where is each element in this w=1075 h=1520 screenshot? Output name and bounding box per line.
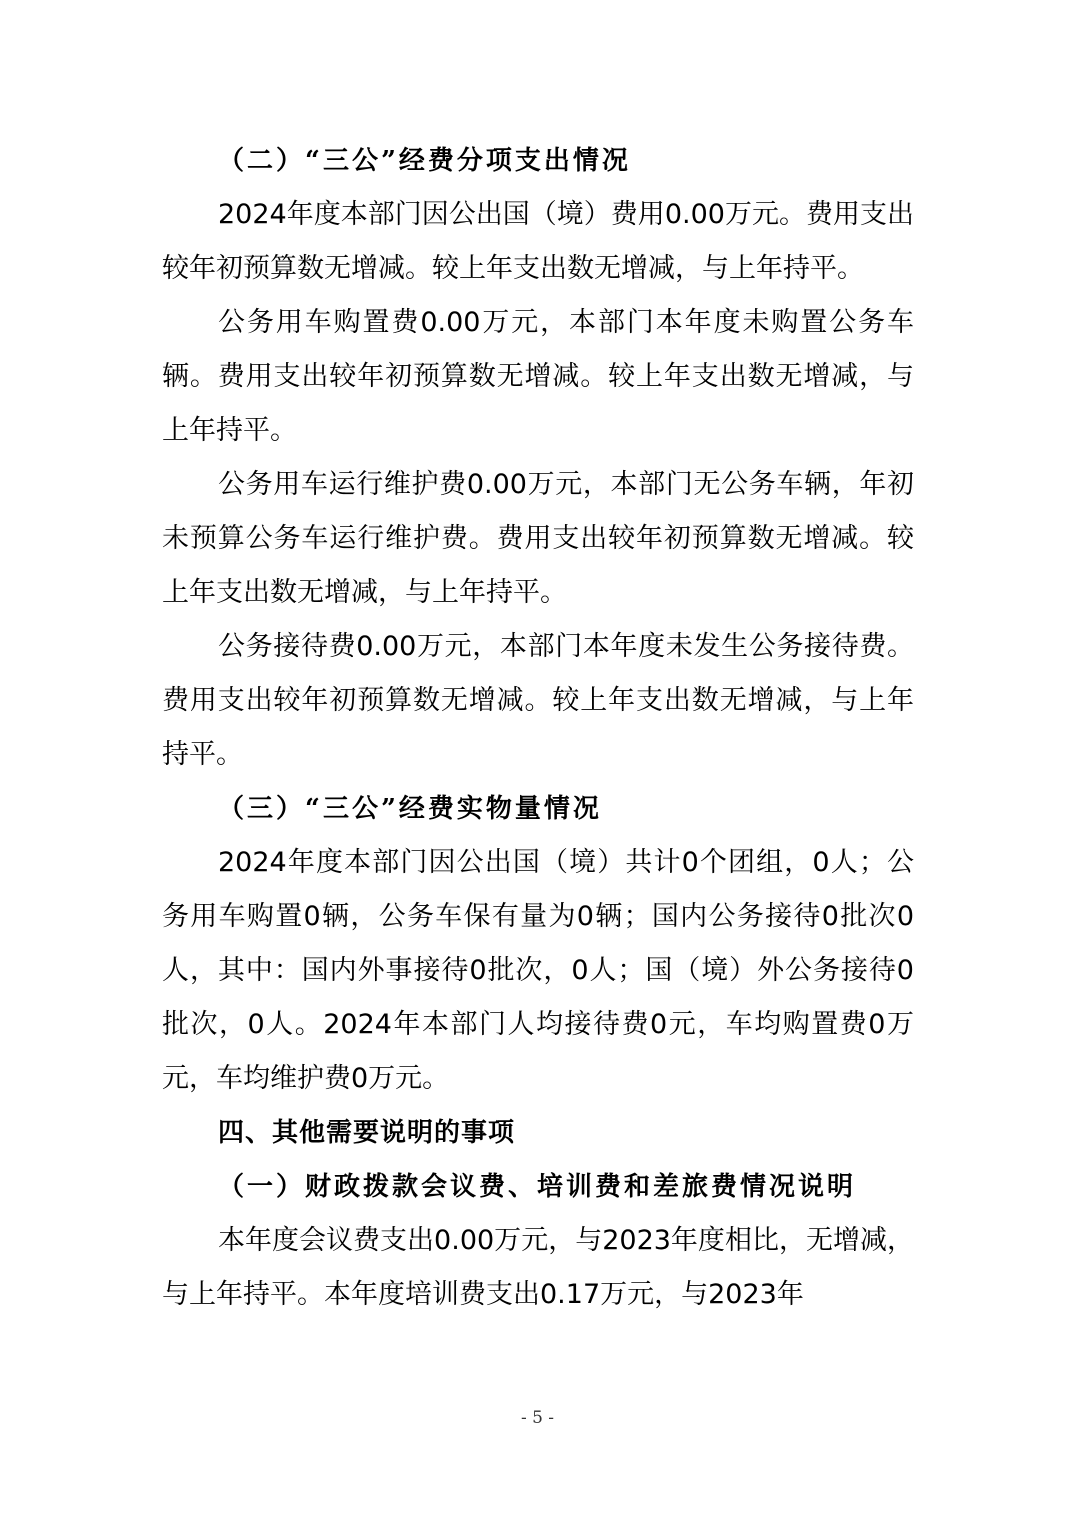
paragraph-meeting-training-fees: 本年度会议费支出0.00万元，与2023年度相比，无增减，与上年持平。本年度培训费支出0.17万元，与2023年 [162, 1225, 914, 1310]
paragraph-official-reception: 公务接待费0.00万元，本部门本年度未发生公务接待费。费用支出较年初预算数无增减。较上年支出数无增减，与上年持平。 [162, 631, 914, 770]
paragraph-vehicle-purchase: 公务用车购置费0.00万元，本部门本年度未购置公务车辆。费用支出较年初预算数无增减。较上年支出数无增减，与上年持平。 [162, 307, 914, 446]
section-heading-other-matters: 四、其他需要说明的事项 [218, 1118, 516, 1148]
paragraph-vehicle-maintenance: 公务用车运行维护费0.00万元，本部门无公务车辆，年初未预算公务车运行维护费。费用支出较年初预算数无增减。较上年支出数无增减，与上年持平。 [162, 469, 914, 608]
document-body [162, 134, 914, 1322]
paragraph-overseas-travel: 2024年度本部门因公出国（境）费用0.00万元。费用支出较年初预算数无增减。较上年支出数无增减，与上年持平。 [162, 199, 914, 284]
page-number: - 5 - [520, 1408, 555, 1428]
paragraph-physical-quantity: 2024年度本部门因公出国（境）共计0个团组，0人；公务用车购置0辆，公务车保有量为0辆；国内公务接待0批次0人，其中：国内外事接待0批次，0人；国（境）外公务接待0批次，0人。2024年本部门人均接待费0元，车均购置费0万元，车均维护费0万元。 [162, 847, 914, 1094]
section-heading-meeting-training-travel: （一）财政拨款会议费、培训费和差旅费情况说明 [218, 1172, 857, 1202]
section-heading-three-public-breakdown: （二）“三公”经费分项支出情况 [218, 146, 631, 176]
section-heading-physical-quantity: （三）“三公”经费实物量情况 [218, 794, 602, 824]
